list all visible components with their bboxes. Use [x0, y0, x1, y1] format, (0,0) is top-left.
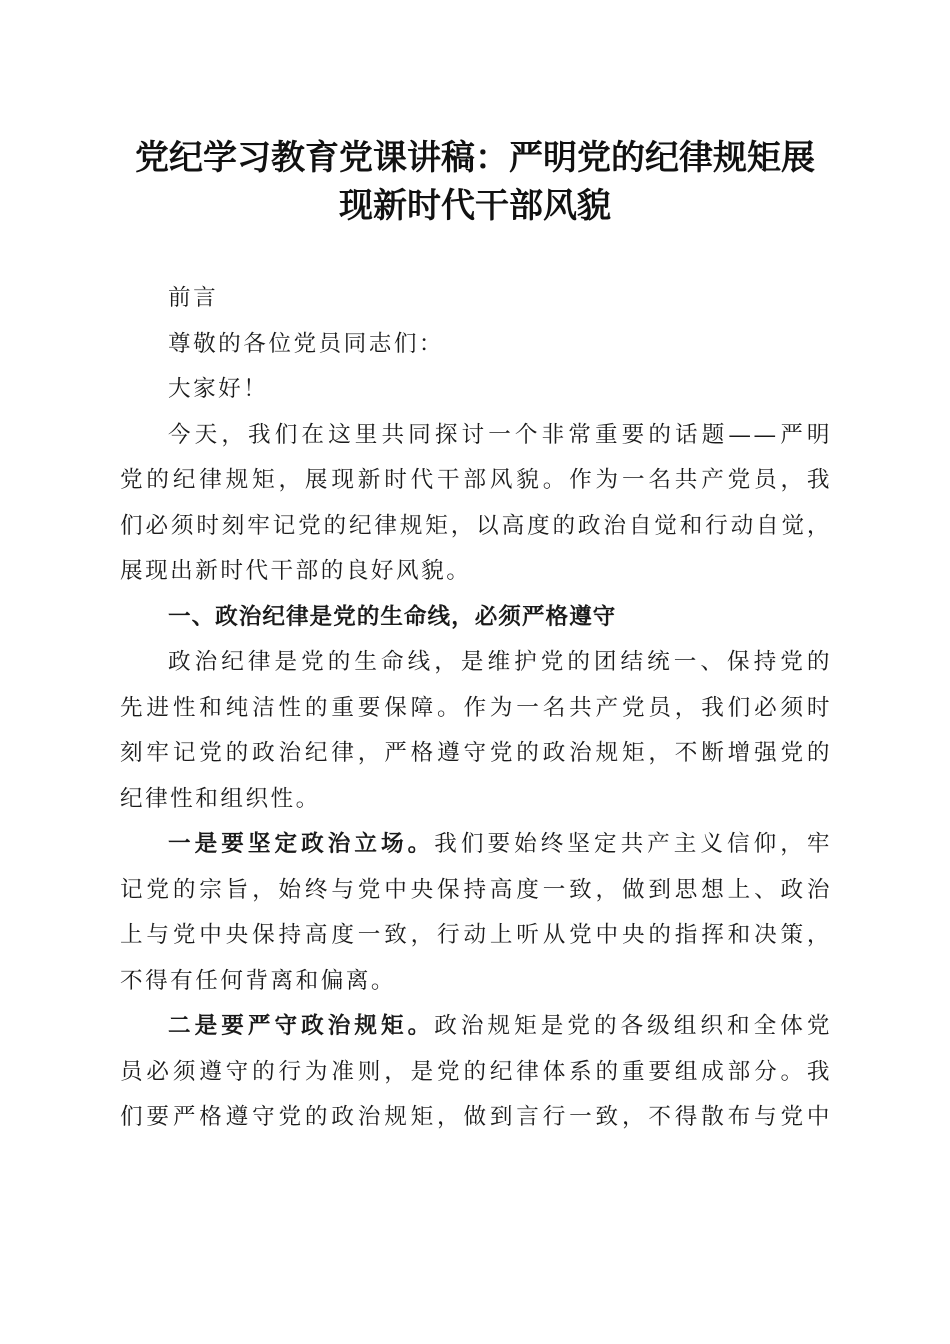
section-1-line: 纪律性和组织性。 — [120, 785, 321, 812]
intro-line: 展现出新时代干部的良好风貌。 — [120, 558, 472, 584]
title-line-1: 党纪学习教育党课讲稿：严明党的纪律规矩展 — [135, 138, 815, 178]
section-1-heading: 一、政治纪律是党的生命线，必须严格遵守 — [168, 603, 617, 630]
point-1-line — [120, 822, 832, 868]
document-body — [120, 276, 832, 1141]
document-title — [100, 134, 850, 230]
point-2-line: 员必须遵守的行为准则，是党的纪律体系的重要组成部分。我 — [120, 1058, 832, 1085]
greeting: 大家好！ — [168, 376, 269, 402]
section-1-line: 刻牢记党的政治纪律，严格遵守党的政治规矩，不断增强党的 — [120, 740, 832, 766]
point-1-paragraph — [120, 822, 832, 1004]
section-1-line: 先进性和纯洁性的重要保障。作为一名共产党员，我们必须时 — [120, 694, 832, 721]
intro-paragraph — [120, 413, 832, 595]
intro-line: 今天，我们在这里共同探讨一个非常重要的话题——严明 — [168, 421, 832, 448]
point-2-line — [120, 1004, 832, 1050]
section-1-paragraph — [120, 640, 832, 822]
intro-line: 们必须时刻牢记党的纪律规矩，以高度的政治自觉和行动自觉， — [120, 512, 832, 539]
section-1-line: 政治纪律是党的生命线，是维护党的团结统一、保持党的 — [168, 649, 832, 675]
preface-label: 前言 — [168, 285, 219, 311]
point-1-text: 我们要始终坚定共产主义信仰，牢 — [434, 831, 833, 857]
point-2-lead: 二是要严守政治规矩。 — [168, 1013, 435, 1039]
title-line-2: 现新时代干部风貌 — [339, 186, 611, 226]
point-1-line: 不得有任何背离和偏离。 — [120, 967, 397, 994]
salutation: 尊敬的各位党员同志们： — [168, 330, 445, 357]
point-2-paragraph — [120, 1004, 832, 1141]
point-1-line: 上与党中央保持高度一致，行动上听从党中央的指挥和决策， — [120, 922, 832, 948]
point-1-line: 记党的宗旨，始终与党中央保持高度一致，做到思想上、政治 — [120, 876, 832, 903]
point-2-text: 政治规矩是党的各级组织和全体党 — [434, 1013, 833, 1039]
point-1-lead: 一是要坚定政治立场。 — [168, 831, 435, 857]
point-2-line: 们要严格遵守党的政治规矩，做到言行一致，不得散布与党中 — [120, 1104, 832, 1130]
intro-line: 党的纪律规矩，展现新时代干部风貌。作为一名共产党员，我 — [120, 467, 832, 493]
